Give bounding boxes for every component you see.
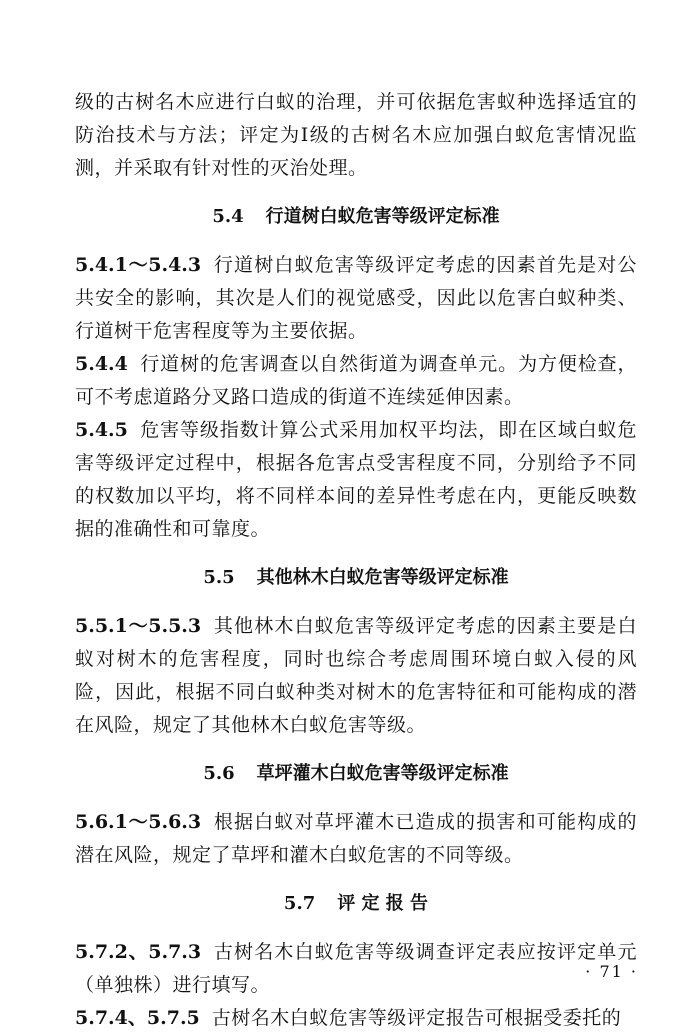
clause-paragraph (75, 1002, 637, 1035)
section-title: 草坪灌木白蚁危害等级评定标准 (256, 763, 509, 784)
clause-number: 5.5.1～5.5.3 (75, 615, 202, 637)
intro-paragraph: 级的古树名木应进行白蚁的治理，并可依据危害蚁种选择适宜的防治技术与方法；评定为Ⅰ级的古树名木应加强白蚁危害情况监测，并采取有针对性的灭治处理。 (75, 91, 637, 179)
clause-text: 古树名木白蚁危害等级评定报告可根据受委托的 (211, 1007, 622, 1029)
section-heading-5-7 (75, 888, 637, 920)
clause-paragraph (75, 249, 637, 348)
section-heading-5-5 (75, 562, 637, 594)
clause-text: 危害等级指数计算公式采用加权平均法，即在区域白蚁危害等级评定过程中，根据各危害点受害程度不同，分别给予不同的权数加以平均，将不同样本间的差异性考虑在内，更能反映数据的准确性和可靠度。 (75, 419, 637, 540)
clause-text: 行道树白蚁危害等级评定考虑的因素首先是对公共安全的影响，其次是人们的视觉感受，因此以危害白蚁种类、行道树干危害程度等为主要依据。 (75, 254, 637, 342)
clause-number: 5.4.4 (75, 353, 128, 375)
clause-number: 5.7.2、5.7.3 (75, 941, 202, 963)
clause-paragraph (75, 936, 637, 1002)
section-number: 5.7 (283, 893, 316, 914)
section-number: 5.5 (203, 567, 235, 588)
document-body (75, 86, 637, 1035)
clause-paragraph (75, 348, 637, 414)
section-title: 评 定 报 告 (337, 893, 429, 914)
clause-text: 行道树的危害调查以自然街道为调查单元。为方便检查，可不考虑道路分叉路口造成的街道不连续延伸因素。 (75, 353, 637, 408)
clause-number: 5.7.4、5.7.5 (75, 1007, 200, 1029)
clause-number: 5.4.1～5.4.3 (75, 254, 202, 276)
clause-text: 古树名木白蚁危害等级调查评定表应按评定单元（单独株）进行填写。 (75, 941, 637, 996)
page-number: · 71 · (585, 962, 638, 981)
section-heading-5-4 (75, 201, 637, 233)
section-heading-5-6 (75, 758, 637, 790)
section-title: 行道树白蚁危害等级评定标准 (265, 206, 500, 227)
section-title: 其他林木白蚁危害等级评定标准 (256, 567, 509, 588)
clause-paragraph (75, 414, 637, 546)
clause-number: 5.6.1～5.6.3 (75, 811, 202, 833)
section-number: 5.4 (212, 206, 244, 227)
clause-number: 5.4.5 (75, 419, 128, 441)
clause-paragraph (75, 610, 637, 742)
clause-paragraph (75, 806, 637, 872)
clause-text: 根据白蚁对草坪灌木已造成的损害和可能构成的潜在风险，规定了草坪和灌木白蚁危害的不同等级。 (75, 811, 637, 866)
section-number: 5.6 (203, 763, 235, 784)
clause-text: 其他林木白蚁危害等级评定考虑的因素主要是白蚁对树木的危害程度，同时也综合考虑周围环境白蚁入侵的风险，因此，根据不同白蚁种类对树木的危害特征和可能构成的潜在风险，规定了其他林木白蚁危害等级。 (75, 615, 637, 736)
